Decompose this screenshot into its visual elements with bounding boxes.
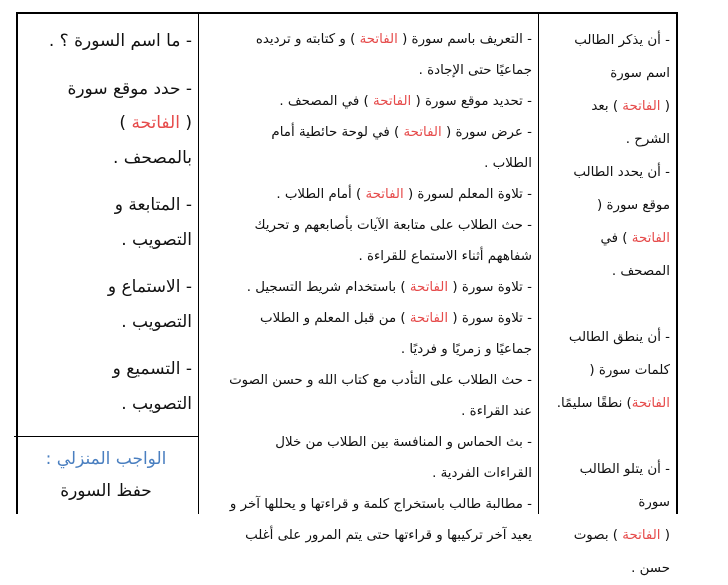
objective-line: الشرح .	[625, 132, 670, 147]
spacer	[22, 59, 192, 72]
eval-item-5-end: التصويب .	[121, 393, 192, 414]
eval-question-1: - ما اسم السورة ؟ .	[48, 31, 192, 51]
procedure-line: عند القراءة .	[461, 404, 532, 419]
procedure-line: - حث الطلاب على متابعة الآيات بأصابعهم و تحريك	[254, 218, 532, 233]
objective-line: - أن ينطق الطالب	[568, 330, 670, 345]
procedure-line: - تلاوة المعلم لسورة ( الفاتحة ) أمام الطلاب .	[276, 187, 532, 202]
procedures-column	[198, 14, 538, 543]
surah-name-highlight: الفاتحة	[409, 280, 449, 295]
procedure-line: الطلاب .	[484, 156, 532, 171]
surah-name-highlight: الفاتحة	[131, 113, 180, 133]
surah-name-highlight: الفاتحة	[618, 99, 665, 114]
surah-name-highlight: الفاتحة	[409, 311, 449, 326]
objective-line: - أن يذكر الطالب	[574, 33, 670, 48]
surah-name-highlight: الفاتحة	[631, 231, 670, 246]
procedure-line: - مطالبة طالب باستخراج كلمة و قراءتها و يحللها آخر و	[229, 497, 532, 512]
objective-line: موقع سورة (	[597, 198, 670, 213]
eval-question-2: - حدد موقع سورة	[67, 78, 192, 99]
eval-item-5: - التسميع و	[112, 359, 192, 379]
eval-question-2-surah: ( الفاتحة )	[119, 113, 192, 133]
evaluation-column	[14, 14, 198, 514]
lesson-plan-table	[16, 12, 678, 576]
objective-line: كلمات سورة (	[589, 363, 670, 378]
surah-name-highlight: الفاتحة	[631, 396, 670, 411]
objective-line	[543, 420, 670, 453]
spacer	[22, 257, 192, 270]
objective-line	[543, 288, 670, 321]
homework-text: حفظ السورة	[60, 481, 152, 501]
objective-line: ( الفاتحة ) بصوت	[573, 528, 670, 543]
homework-cell	[14, 436, 198, 507]
objective-line: الفاتحة ) في	[600, 231, 670, 246]
objective-line: الفاتحة) نطقًا سليمًا.	[556, 396, 670, 411]
surah-name-highlight: الفاتحة	[373, 94, 412, 109]
eval-item-3-end: التصويب .	[121, 229, 192, 250]
objective-line: حسن .	[631, 561, 670, 576]
objective-line: - أن يتلو الطالب	[579, 462, 670, 477]
procedure-line: - تلاوة سورة ( الفاتحة ) من قبل المعلم و الطلاب	[259, 311, 532, 326]
procedure-line: شفاههم أثناء الاستماع للقراءة .	[358, 249, 532, 264]
eval-question-2-end: بالمصحف .	[112, 147, 192, 168]
procedure-line: جماعيًا حتى الإجادة .	[418, 63, 532, 78]
procedure-line: - التعريف باسم سورة ( الفاتحة ) و كتابته و ترديده	[255, 32, 532, 47]
objective-line: المصحف .	[611, 264, 670, 279]
spacer	[22, 175, 192, 188]
procedure-line: - بث الحماس و المنافسة بين الطلاب من خلال	[275, 435, 532, 450]
procedure-line: جماعيًا و زمريًا و فرديًا .	[400, 342, 532, 357]
surah-name-highlight: الفاتحة	[359, 32, 398, 47]
objective-line: ( الفاتحة ) بعد	[591, 99, 670, 114]
procedure-line: - عرض سورة ( الفاتحة ) في لوحة حائطية أمام	[271, 125, 532, 140]
procedure-line: - حث الطلاب على التأدب مع كتاب الله و حسن الصوت	[229, 373, 532, 388]
surah-name-highlight: الفاتحة	[365, 187, 404, 202]
objectives-column	[538, 14, 676, 576]
procedure-line: القراءات الفردية .	[432, 466, 532, 481]
spacer	[22, 339, 192, 352]
objective-line: اسم سورة	[610, 66, 670, 81]
eval-item-4: - الاستماع و	[107, 277, 192, 297]
objective-line: سورة	[638, 495, 670, 510]
eval-item-4-end: التصويب .	[121, 311, 192, 332]
procedure-line: يعيد آخر تركيبها و قراءتها حتى يتم المرور على أغلب	[245, 528, 532, 543]
procedure-line: - تحديد موقع سورة ( الفاتحة ) في المصحف .	[279, 94, 532, 109]
surah-name-highlight: الفاتحة	[403, 125, 442, 140]
objective-line: - أن يحدد الطالب	[573, 165, 670, 180]
procedure-line: - تلاوة سورة ( الفاتحة ) باستخدام شريط التسجيل .	[246, 280, 532, 295]
eval-item-3: - المتابعة و	[114, 195, 192, 215]
homework-title: الواجب المنزلي :	[45, 449, 167, 469]
surah-name-highlight: الفاتحة	[622, 528, 661, 543]
